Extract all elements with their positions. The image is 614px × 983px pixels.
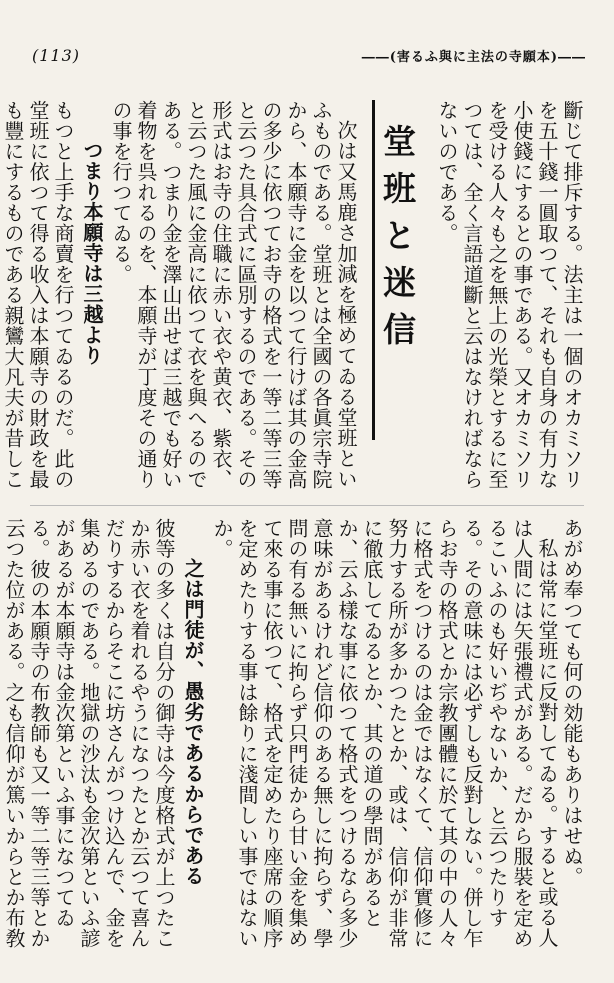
body-paragraph-continued: もつと上手な商賣を行つてゐるのだ。此の堂班に依つて得る收入は本願寺の財政を最も豐にするものである親鸞大凡夫が昔しこ	[1, 100, 75, 490]
body-paragraph: 次は又馬鹿さ加減を極めてゐる堂班といふものである。堂班とは全國の各眞宗寺院から、本願寺に金を以つて行けば其の金高の多少に依つてお寺の格式を一等二等三等と云つた具合式に區別するのである。その形式はお寺の住職に赤い衣や黄衣、紫衣、と云つた風に金高に依つて衣を與へるのである。つまり金を澤山出せば三越でも好い着物を呉れるのを、本願寺が丁度その通りの事を行つてゐる。	[109, 100, 358, 490]
page-header	[32, 46, 586, 70]
page-number: (113)	[32, 46, 81, 65]
continuation-line: あがめ奉つても何の効能もありはせぬ。	[560, 518, 584, 887]
block-separator	[30, 505, 584, 506]
body-paragraph-continued: 彼等の多くは自分の御寺は今度格式が上つたこか赤い衣を着れるやうになつたとか云つて喜んだりするからそこに坊さんがつけ込んで、金を集めるのである。地獄の沙汰も金次第といふ諺があるが本願寺は金次第といふ事になつてゐる。彼の本願寺の布教師も又一等二等三等とか云つた位がある。之も信仰が篤いからとか布敎	[2, 518, 176, 949]
section-title: 堂班と迷信	[372, 100, 420, 440]
running-title: ――(害るふ與に主法の寺願本)――	[361, 50, 586, 65]
lower-text-block	[2, 518, 584, 963]
upper-text-block	[1, 100, 584, 490]
body-paragraph: 私は常に堂班に反對してゐる。すると或る人は人間には矢張禮式がある。だから服裝を定めるこいふのも好いぢやないか、と云つたりする。その意味には必ずしも反對しない。併し乍らお寺の格式とか宗教團體に於て其の中の人々に格式をつけるのは金ではなくて、信仰實修に努力する所が多かつたとか、或は、信仰が非常に徹底してゐるとか、其の道の學問があるとか、云ふ樣な事に依つて格式をつけるなら多少意味があるけれど信仰のある無しに拘らず、學問の有る無いに拘らず只門徒から甘い金を集めて來る事に依つて、格式を定めたり座席の順序を定めたりする事は餘りに淺間しい事ではないか。	[210, 518, 559, 949]
opening-paragraph: 斷じて排斥する。法主は一個のオカミソリを五十錢一圓取つて、それも自身の有力な小使錢にするとの事である。又オカミソリを受ける人々も之を無上の光榮とするに至つては、全く言語道斷と云はなければならないのである。	[435, 100, 584, 490]
subheading: 之は門徒が、愚劣であるからである	[181, 558, 205, 886]
subheading: つまり本願寺は三越より	[80, 140, 104, 366]
